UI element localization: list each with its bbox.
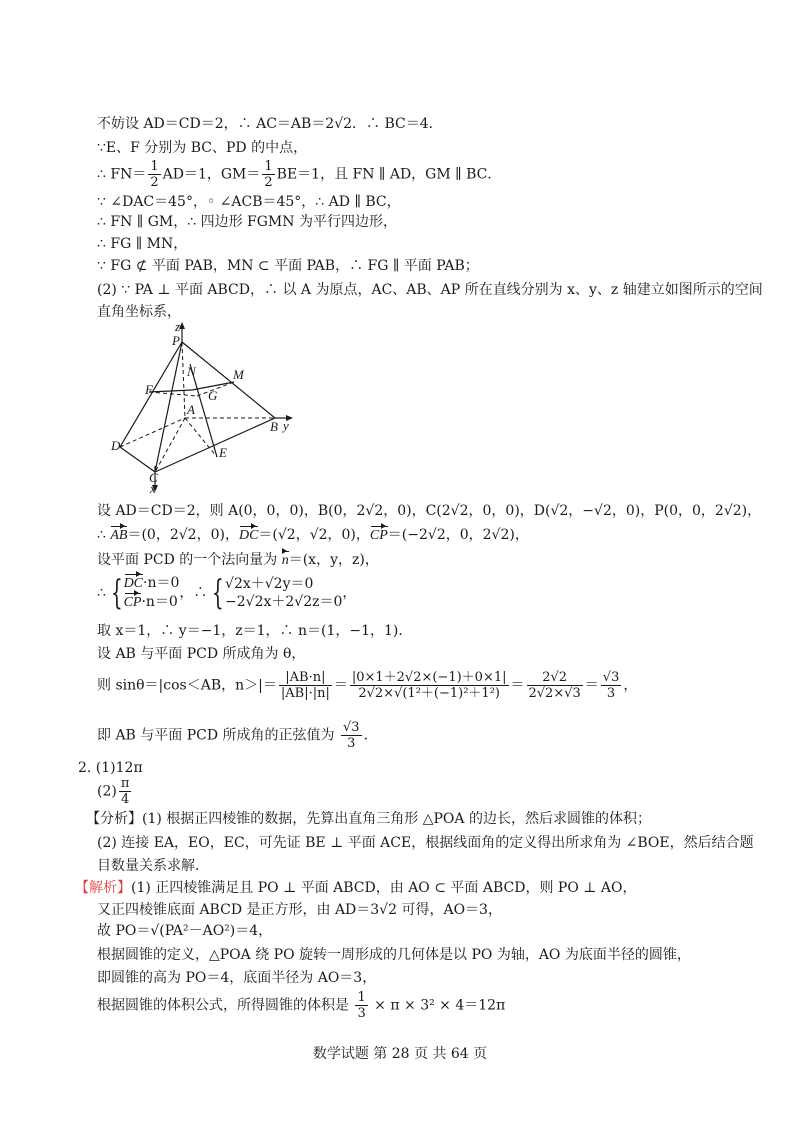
label-M: M (233, 367, 244, 382)
text-segment: ＝ (584, 677, 599, 694)
equation-system (124, 574, 180, 612)
text-line (97, 720, 378, 751)
denominator: 4 (120, 792, 130, 807)
text-segment: 即 AB 与平面 PCD 所成角的正弦值为 (97, 727, 340, 744)
vector-CP: CP (123, 595, 142, 610)
fraction (279, 670, 332, 701)
text-segment: 设平面 PCD 的一个法向量为 (97, 552, 282, 568)
text-line: (2) ∵ PA ⊥ 平面 ABCD，∴ 以 A 为原点，AC、AB、AP 所在直线分别为 x、y、z 轴建立如图所示的空间 (97, 282, 763, 298)
fraction (341, 720, 362, 751)
page-footer: 数学试题 第 28 页 共 64 页 (312, 1046, 488, 1062)
text-segment: × π × 3² × 4＝12π (369, 997, 506, 1014)
label-z: z (175, 320, 181, 334)
label-y: y (283, 418, 289, 433)
denominator: 3 (606, 686, 616, 701)
text-segment: ＝(−2√2，0，2√2)， (387, 527, 529, 543)
text-segment: ＝ (510, 677, 525, 694)
numerator: 2√2 (527, 670, 583, 686)
text-segment: ∴ FN＝ (97, 166, 147, 183)
text-line (97, 990, 505, 1021)
denominator: 2√2×√3 (528, 686, 581, 701)
label-B: B (270, 419, 278, 434)
fraction (527, 670, 583, 701)
text-segment: ∴ (97, 585, 106, 601)
edge-FN (149, 390, 192, 392)
left-brace-icon: { (212, 573, 225, 613)
text-line: 故 PO＝√(PA²－AO²)＝4， (97, 923, 273, 939)
fraction (355, 990, 367, 1021)
numerator: 1 (357, 990, 366, 1005)
equation: √2x＋√2y＝0 (225, 576, 314, 592)
edge-PB (182, 342, 275, 418)
numerator: |AB·n| (279, 670, 332, 686)
label-C: C (149, 470, 158, 485)
text-line: (2) 连接 EA，EO，EC，可先证 BE ⊥ 平面 ACE，根据线面角的定义得出所求角为 ∠BOE，然后结合题 (97, 835, 754, 851)
text-segment: ． (363, 727, 378, 744)
text-line: 设 AD＝CD＝2，则 A(0，0，0)，B(0，2√2，0)，C(2√2，0，0)，D(√2，−√2，0)，P(0，0，2√2)， (97, 503, 762, 519)
denominator: |AB|·|n| (280, 686, 330, 701)
text-segment: AD＝1，GM＝ (162, 166, 261, 183)
equation-system (225, 575, 342, 611)
text-segment: 则 sinθ＝|cos＜AB，n＞|＝ (97, 677, 277, 694)
text-line: 直角坐标系， (97, 304, 181, 320)
denominator: 2 (150, 175, 159, 190)
numerator: π (120, 776, 130, 791)
label-G: G (208, 388, 218, 403)
text-segment: ＝(√2，√2，0)， (258, 527, 370, 543)
text-line: 即圆锥的高为 PO＝4，底面半径为 AO＝3， (97, 970, 377, 986)
text-line: 不妨设 AD＝CD＝2，∴ AC＝AB＝2√2．∴ BC＝4． (97, 116, 443, 132)
fraction (262, 159, 274, 190)
text-segment: ＝(0，2√2，0)， (127, 527, 239, 543)
denominator: 3 (347, 736, 356, 751)
text-line: ∴ FN ∥ GM，∴ 四边形 FGMN 为平行四边形， (97, 214, 397, 230)
text-segment: ， (342, 585, 357, 601)
label-E: E (219, 445, 227, 460)
text-line (97, 551, 379, 570)
solution-tag: 【解析】 (75, 880, 131, 896)
numerator: |0×1＋2√2×(−1)＋0×1| (351, 670, 507, 685)
text-segment: ∴ (97, 527, 111, 543)
text-line: ∵ FG ⊄ 平面 PAB，MN ⊂ 平面 PAB，∴ FG ∥ 平面 PAB； (97, 258, 479, 274)
left-brace-icon: { (110, 573, 123, 613)
edge-PC (155, 342, 182, 472)
equation-system-line (97, 574, 356, 612)
label-A: A (187, 402, 195, 417)
equation: ·n＝0 (141, 594, 178, 610)
pyramid-diagram (105, 320, 305, 495)
edge-PA (182, 342, 185, 418)
label-F: F (145, 382, 153, 397)
label-x: x (150, 481, 156, 495)
numerator: 1 (264, 159, 273, 174)
text-line: ∵ ∠DAC＝45°，◦ ∠ACB＝45°，∴ AD ∥ BC， (97, 194, 401, 210)
text-line: 又正四棱锥底面 ABCD 是正方形，由 AD＝3√2 可得，AO＝3， (97, 902, 502, 918)
text-segment: ＝(x，y，z)， (288, 552, 379, 568)
label-D: D (111, 438, 121, 453)
text-line: 根据圆锥的定义，△POA 绕 PO 旋转一周形成的几何体是以 PO 为轴，AO 为底面半径的圆锥， (97, 947, 691, 963)
numerator: √3 (343, 720, 360, 735)
edge-DC (120, 447, 155, 472)
text-line: 设 AB 与平面 PCD 所成角为 θ， (97, 646, 306, 662)
denominator: 2 (264, 175, 273, 190)
edge-CB (155, 418, 275, 472)
analysis-line: 【分析】(1) 根据正四棱锥的数据，先算出直角三角形 △POA 的边长，然后求圆锥的体积； (86, 811, 651, 827)
fraction (601, 670, 622, 701)
text-segment: ， (623, 677, 638, 694)
text-segment: ，∴ (179, 585, 208, 601)
denominator: 2√2×√(1²＋(−1)²＋1²) (358, 686, 500, 701)
fraction (350, 670, 509, 701)
text-segment: 根据圆锥的体积公式，所得圆锥的体积是 (97, 997, 354, 1014)
text-line: 取 x＝1，∴ y＝−1，z＝1，∴ n＝(1，−1，1)． (97, 623, 413, 639)
formula-line (97, 670, 637, 701)
label-N: N (187, 364, 196, 379)
text-line: ∴ FG ∥ MN， (97, 236, 188, 252)
text-segment: (2) (97, 783, 117, 800)
vector-CP: CP (369, 528, 388, 543)
numerator: 1 (150, 159, 159, 174)
fraction (148, 159, 160, 190)
question-number-line: 2. (1)12π (78, 760, 143, 776)
text-line (97, 526, 529, 545)
solution-line (75, 879, 636, 897)
vector-DC: DC (238, 528, 259, 543)
vector-DC: DC (123, 576, 144, 591)
label-P: P (172, 333, 180, 348)
edge-FG (149, 392, 197, 396)
text-segment: BE＝1，且 FN ∥ AD，GM ∥ BC． (276, 166, 502, 183)
vector-n: n (281, 553, 289, 568)
denominator: 3 (357, 1006, 366, 1021)
text-segment: ＝ (333, 677, 348, 694)
text-line (97, 159, 501, 190)
text-line: ∵E、F 分别为 BC、PD 的中点， (97, 140, 308, 156)
numerator: √3 (602, 670, 620, 685)
edge-DA (120, 418, 185, 447)
text-line (97, 776, 133, 807)
text-line: 目数量关系求解． (97, 858, 209, 874)
equation: −2√2x＋2√2z＝0 (225, 594, 343, 610)
text-segment: (1) 正四棱锥满足且 PO ⊥ 平面 ABCD，由 AO ⊂ 平面 ABCD，则 PO ⊥ AO， (131, 880, 637, 896)
edge-AC (155, 418, 185, 472)
fraction (119, 776, 132, 807)
equation: ·n＝0 (143, 575, 180, 591)
vector-AB: AB (110, 528, 128, 543)
